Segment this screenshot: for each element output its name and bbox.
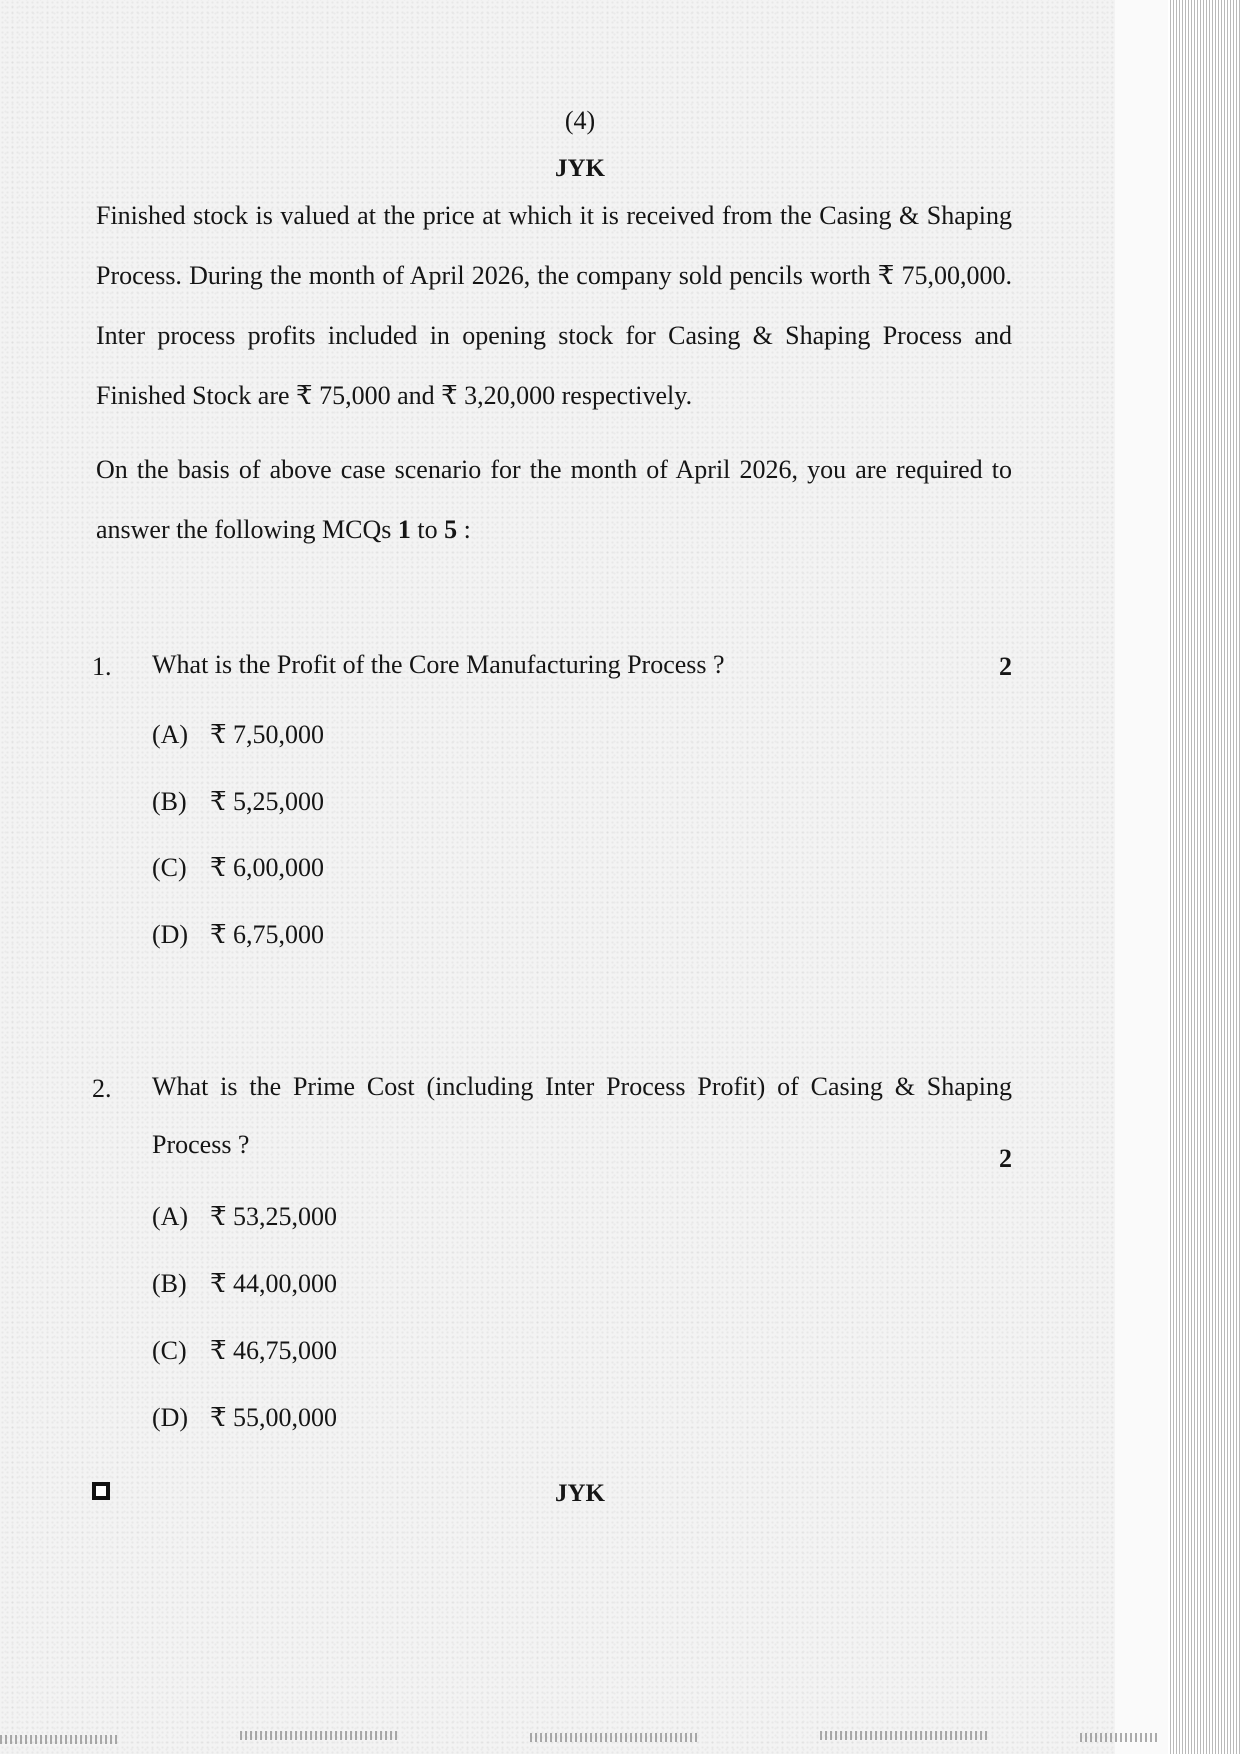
scan-noise-edge — [0, 1725, 1168, 1754]
question-text: What is the Profit of the Core Manufacturing Process ? — [152, 650, 725, 679]
option-value: ₹ 5,25,000 — [210, 787, 325, 816]
option-d[interactable] — [152, 1403, 337, 1433]
question-marks: 2 — [999, 652, 1012, 681]
option-value: ₹ 7,50,000 — [210, 720, 325, 749]
option-label: (C) — [152, 1336, 187, 1365]
paper-code-header: JYK — [555, 155, 605, 182]
question-text: What is the Prime Cost (including Inter Process Profit) of Casing & Shaping Process ? — [152, 1072, 1012, 1159]
option-a[interactable] — [152, 720, 324, 750]
option-value: ₹ 6,00,000 — [210, 853, 325, 882]
binding-edge — [1168, 0, 1240, 1754]
scan-smudge — [530, 1733, 700, 1742]
intro-paragraph: Finished stock is valued at the price at which it is received from the Casing & Shaping Process. During the month of April 2026, the company sold pencils worth ₹ 75,00,000. Inter process profits included in opening stock for Casing & Shaping Process and Finished Stock are ₹ 75,000 and ₹ 3,20,000 respectively. — [96, 201, 1012, 410]
question-marks: 2 — [999, 1144, 1012, 1173]
option-value: ₹ 53,25,000 — [210, 1202, 338, 1231]
question-number: 1. — [92, 652, 112, 681]
scan-smudge — [240, 1731, 400, 1740]
scan-smudge — [0, 1735, 120, 1744]
scan-smudge — [820, 1731, 990, 1740]
option-c[interactable] — [152, 1336, 337, 1366]
option-c[interactable] — [152, 853, 324, 883]
option-label: (D) — [152, 920, 189, 949]
option-label: (A) — [152, 720, 189, 749]
option-label: (C) — [152, 853, 187, 882]
scan-smudge — [1080, 1733, 1160, 1742]
mcq-range-end: 5 — [444, 515, 458, 544]
option-value: ₹ 55,00,000 — [210, 1403, 338, 1432]
option-b[interactable] — [152, 1269, 337, 1299]
option-value: ₹ 6,75,000 — [210, 920, 325, 949]
option-label: (B) — [152, 787, 187, 816]
instruction-paragraph: On the basis of above case scenario for the month of April 2026, you are required to answer the following MCQs 1 to 5 : — [96, 455, 1012, 544]
option-value: ₹ 44,00,000 — [210, 1269, 338, 1298]
mcq-range-start: 1 — [397, 515, 411, 544]
paper-code-footer: JYK — [555, 1480, 605, 1507]
option-d[interactable] — [152, 920, 324, 950]
option-b[interactable] — [152, 787, 324, 817]
option-a[interactable] — [152, 1202, 337, 1232]
option-label: (B) — [152, 1269, 187, 1298]
page-number: (4) — [564, 106, 596, 135]
option-label: (D) — [152, 1403, 189, 1432]
option-label: (A) — [152, 1202, 189, 1231]
option-value: ₹ 46,75,000 — [210, 1336, 338, 1365]
question-number: 2. — [92, 1074, 112, 1103]
